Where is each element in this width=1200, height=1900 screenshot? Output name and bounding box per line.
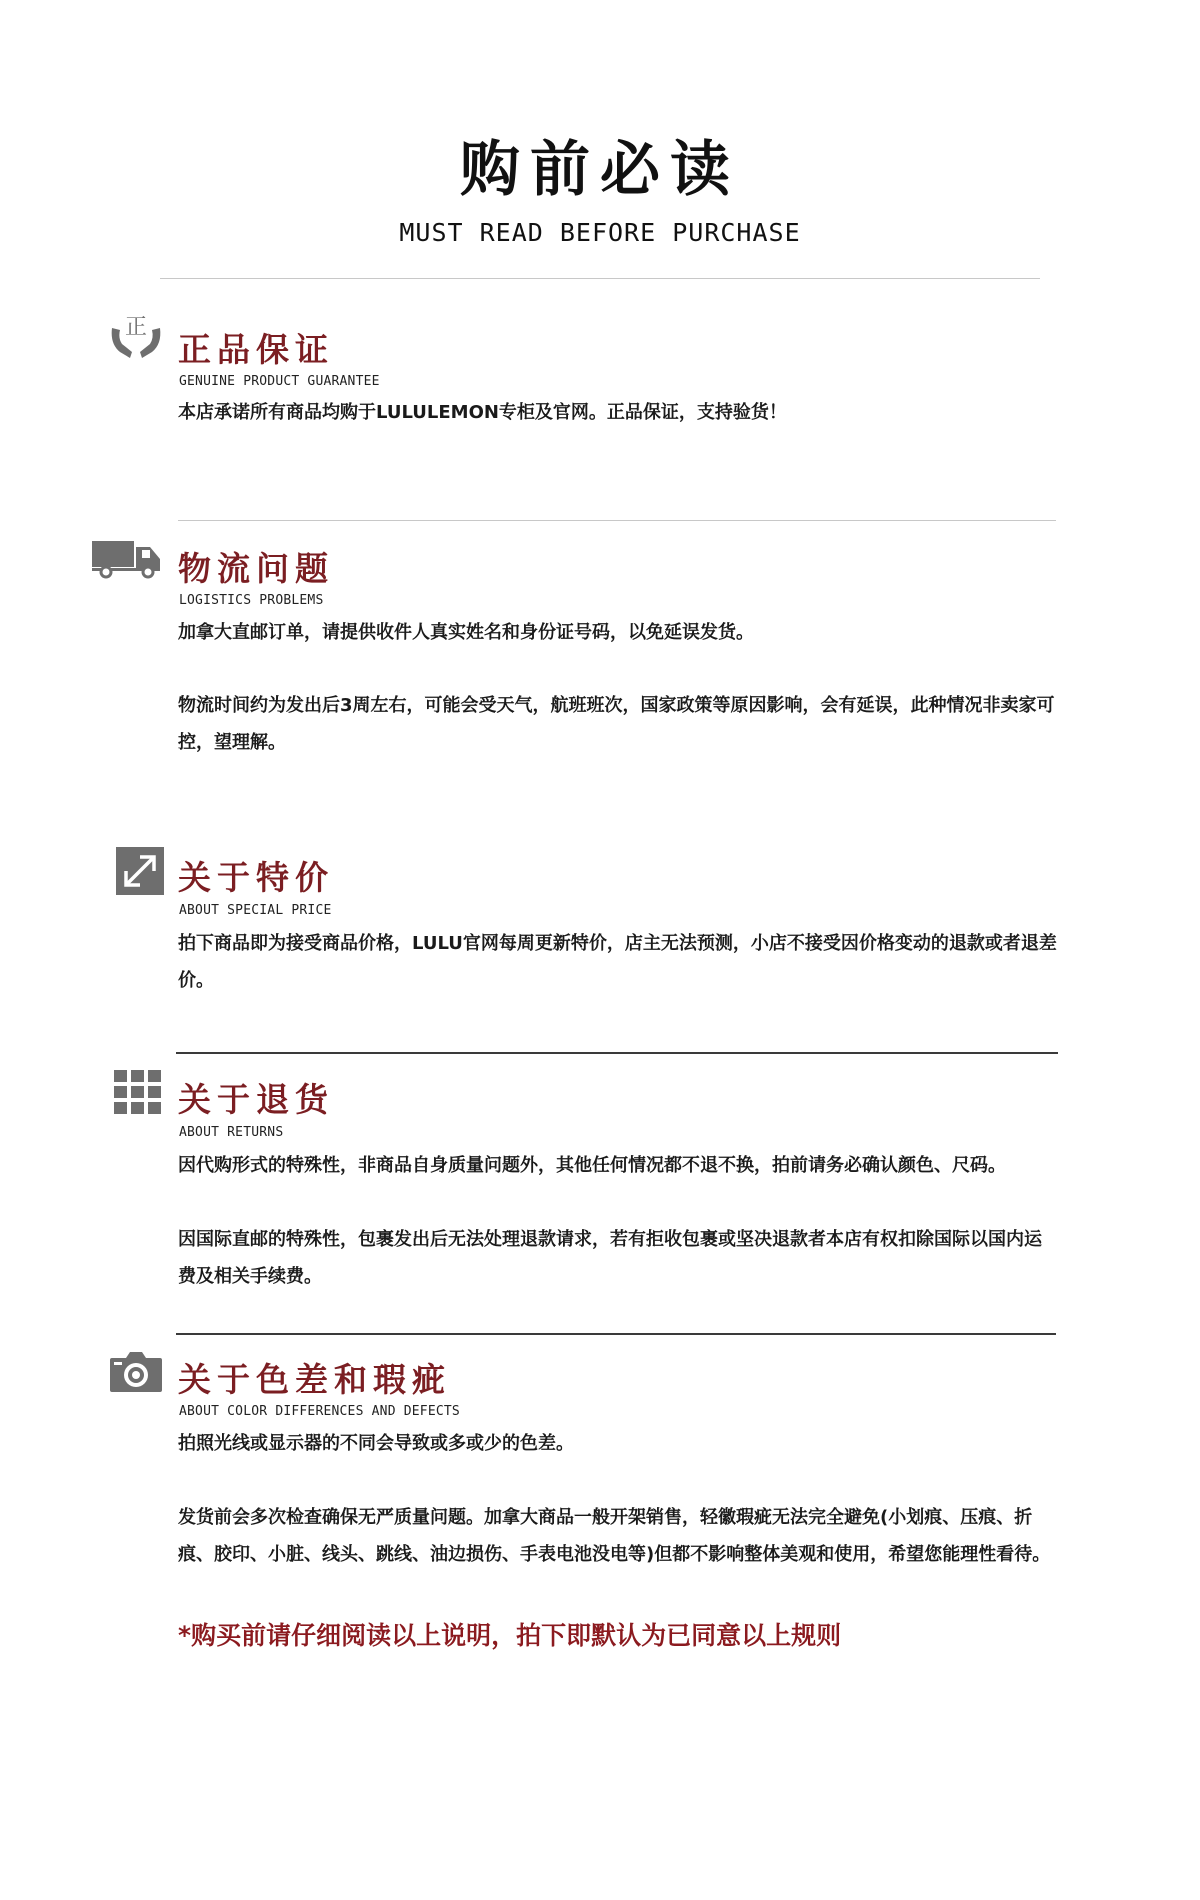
section-subtitle: ABOUT SPECIAL PRICE (179, 903, 332, 918)
genuine-icon-char: 正 (124, 315, 148, 340)
section-title: 关于特价 (178, 858, 334, 897)
section-title: 关于色差和瑕疵 (178, 1360, 451, 1399)
section-title: 物流问题 (178, 549, 334, 588)
section-divider (176, 1333, 1056, 1335)
section-paragraph: 发货前会多次检查确保无严质量问题。加拿大商品一般开架销售，轻徽瑕疵无法完全避免(小划痕、压痕、折痕、胶印、小脏、线头、跳线、油边损伤、手表电池没电等)但都不影响整体美观和使用，希望您能理性看待。 (178, 1507, 1051, 1565)
purchase-warning: *购买前请仔细阅读以上说明，拍下即默认为已同意以上规则 (178, 1621, 842, 1650)
camera-icon (108, 1350, 164, 1394)
section-title: 正品保证 (178, 330, 334, 369)
section-paragraph: 本店承诺所有商品均购于LULULEMON专柜及官网。正品保证，支持验货！ (178, 402, 787, 423)
section-subtitle: ABOUT COLOR DIFFERENCES AND DEFECTS (179, 1404, 460, 1419)
section-paragraph: 加拿大直邮订单，请提供收件人真实姓名和身份证号码，以免延误发货。 (178, 622, 754, 643)
page-subtitle: MUST READ BEFORE PURCHASE (399, 218, 801, 247)
section-paragraph: 物流时间约为发出后3周左右，可能会受天气，航班班次，国家政策等原因影响，会有延误，此种情况非卖家可控，望理解。 (178, 695, 1055, 753)
section-paragraph: 因代购形式的特殊性，非商品自身质量问题外，其他任何情况都不退不换，拍前请务必确认颜色、尺码。 (178, 1155, 1006, 1176)
section-title: 关于退货 (178, 1080, 334, 1119)
expand-arrows-icon (116, 847, 164, 895)
section-subtitle: ABOUT RETURNS (179, 1125, 284, 1140)
page-title: 购前必读 (460, 135, 740, 205)
section-subtitle: LOGISTICS PROBLEMS (179, 593, 324, 608)
section-paragraph: 因国际直邮的特殊性，包裹发出后无法处理退款请求，若有拒收包裹或坚决退款者本店有权扣除国际以国内运费及相关手续费。 (178, 1229, 1042, 1287)
section-divider (178, 520, 1056, 521)
section-divider (176, 1052, 1058, 1054)
section-paragraph: 拍下商品即为接受商品价格，LULU官网每周更新特价，店主无法预测，小店不接受因价格变动的退款或者退差价。 (178, 933, 1057, 991)
grid-icon (114, 1070, 162, 1114)
section-subtitle: GENUINE PRODUCT GUARANTEE (179, 374, 380, 389)
truck-icon (92, 541, 162, 579)
section-paragraph: 拍照光线或显示器的不同会导致或多或少的色差。 (178, 1433, 574, 1454)
page-header (0, 130, 1200, 247)
genuine-hands-icon (108, 308, 164, 364)
header-divider (160, 278, 1040, 279)
